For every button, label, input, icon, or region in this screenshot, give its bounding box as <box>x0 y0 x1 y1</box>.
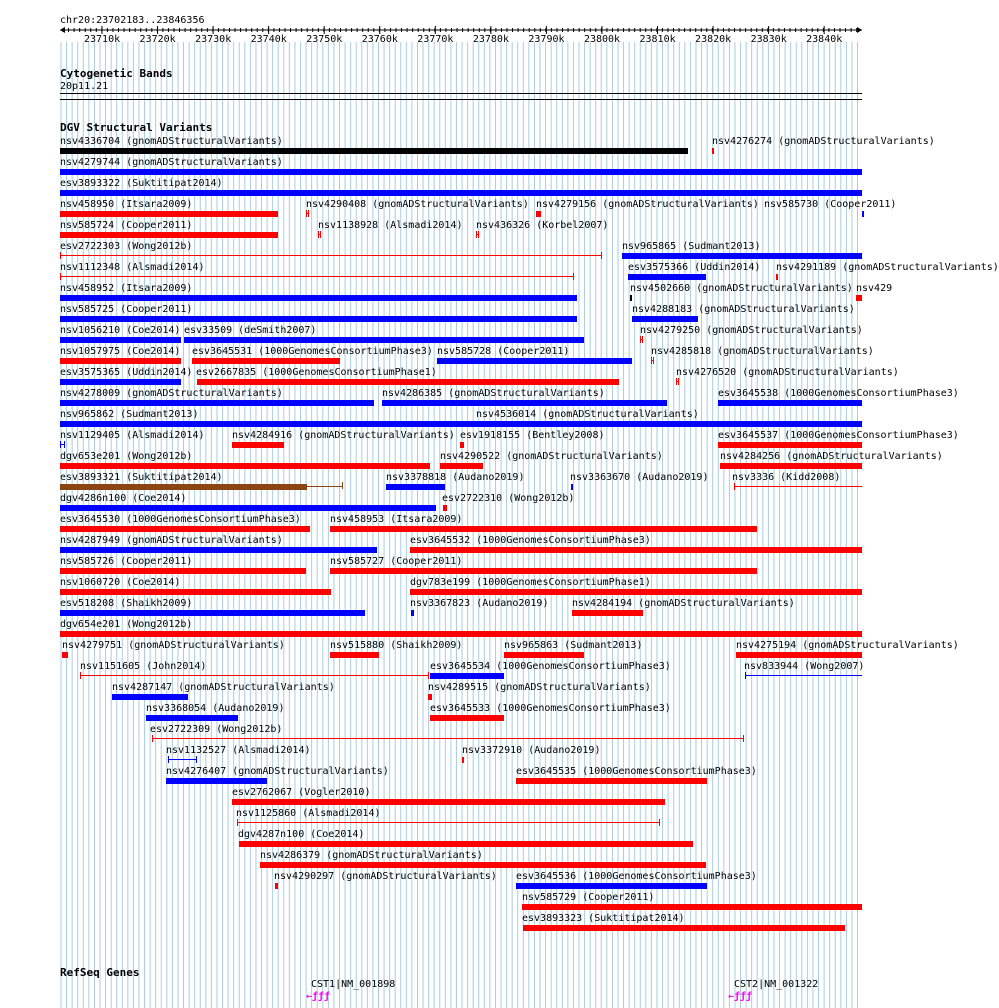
dgv-variant-label[interactable]: dgv783e199 (1000GenomesConsortiumPhase1) <box>410 577 651 588</box>
dgv-variant-label[interactable]: esv3645533 (1000GenomesConsortiumPhase3) <box>430 703 671 714</box>
dgv-variant-end-cap <box>743 735 744 742</box>
dgv-variant-bar[interactable] <box>60 337 181 343</box>
dgv-variant-end-cap <box>601 252 602 259</box>
dgv-variant-bar[interactable] <box>462 757 464 763</box>
dgv-variant-bar[interactable] <box>60 232 278 238</box>
ruler-tick-label: 23730k <box>195 34 232 45</box>
dgv-variant-bar[interactable] <box>410 547 862 553</box>
dgv-variant-bar[interactable] <box>306 213 308 214</box>
dgv-variant-bar[interactable] <box>651 360 653 361</box>
dgv-variant-bar[interactable] <box>736 652 862 658</box>
dgv-variant-label[interactable]: nsv4502660 (gnomADStructuralVariants) <box>630 283 853 294</box>
dgv-variant-bar[interactable] <box>516 883 707 889</box>
dgv-variant-bar[interactable] <box>60 484 307 490</box>
dgv-variant-bar[interactable] <box>112 694 188 700</box>
ruler-tick-label: 23740k <box>250 34 287 45</box>
dgv-variant-bar[interactable] <box>776 274 778 280</box>
dgv-variant-end-cap <box>320 231 321 238</box>
dgv-variant-bar[interactable] <box>640 339 642 340</box>
dgv-variant-label[interactable]: nsv1057975 (Coe2014) <box>60 346 181 357</box>
dgv-variant-label[interactable]: esv2667835 (1000GenomesConsortiumPhase1) <box>196 367 437 378</box>
dgv-variant-bar[interactable] <box>192 358 340 364</box>
dgv-variant-bar[interactable] <box>430 673 504 679</box>
dgv-variant-end-cap <box>678 378 679 385</box>
dgv-variant-bar[interactable] <box>476 234 478 235</box>
dgv-variant-label[interactable]: nsv4290297 (gnomADStructuralVariants) <box>274 871 497 882</box>
dgv-variant-label[interactable]: nsv4276407 (gnomADStructuralVariants) <box>166 766 389 777</box>
dgv-variant-bar[interactable] <box>428 694 432 700</box>
cytobands-track-title: Cytogenetic Bands <box>60 67 173 80</box>
dgv-variant-bar[interactable] <box>237 822 659 823</box>
dgv-variant-label[interactable]: esv33509 (deSmith2007) <box>184 325 317 336</box>
dgv-variant-label[interactable]: esv3645531 (1000GenomesConsortiumPhase3) <box>192 346 433 357</box>
dgv-variant-bar[interactable] <box>318 234 320 235</box>
dgv-variant-bar[interactable] <box>197 379 619 385</box>
dgv-variant-bar[interactable] <box>516 778 707 784</box>
dgv-variant-label[interactable]: nsv4289515 (gnomADStructuralVariants) <box>428 682 651 693</box>
refseq-track-title: RefSeq Genes <box>60 966 140 979</box>
dgv-track-title: DGV Structural Variants <box>60 121 213 134</box>
dgv-variant-label[interactable]: nsv4279744 (gnomADStructuralVariants) <box>60 157 283 168</box>
ruler-tick-label: 23830k <box>750 34 787 45</box>
dgv-variant-label[interactable]: nsv458952 (Itsara2009) <box>60 283 193 294</box>
dgv-variant-bar[interactable] <box>260 862 706 868</box>
dgv-variant-label[interactable]: esv2722309 (Wong2012b) <box>150 724 283 735</box>
dgv-variant-label[interactable]: nsv1112348 (Alsmadi2014) <box>60 262 205 273</box>
dgv-variant-bar[interactable] <box>386 484 445 490</box>
ruler-tick-label: 23710k <box>84 34 121 45</box>
dgv-variant-bar[interactable] <box>476 421 862 427</box>
dgv-variant-end-cap <box>653 357 654 364</box>
dgv-variant-bar[interactable] <box>275 883 278 889</box>
cytoband-track-line <box>60 93 862 94</box>
dgv-variant-bar[interactable] <box>60 568 306 574</box>
refseq-gene-label[interactable]: CST2|NM_001322 <box>734 979 819 990</box>
dgv-variant-bar[interactable] <box>60 547 377 553</box>
dgv-variant-whisker <box>307 486 342 487</box>
dgv-variant-bar[interactable] <box>330 526 757 532</box>
dgv-variant-bar[interactable] <box>430 715 504 721</box>
dgv-variant-bar[interactable] <box>60 505 436 511</box>
dgv-variant-label[interactable]: nsv4275194 (gnomADStructuralVariants) <box>736 640 959 651</box>
dgv-variant-label[interactable]: nsv1125860 (Alsmadi2014) <box>236 808 381 819</box>
dgv-variant-bar[interactable] <box>60 444 64 445</box>
dgv-variant-bar[interactable] <box>382 400 667 406</box>
dgv-variant-label[interactable]: nsv4288183 (gnomADStructuralVariants) <box>632 304 855 315</box>
dgv-variant-label[interactable]: nsv4284194 (gnomADStructuralVariants) <box>572 598 795 609</box>
dgv-variant-label[interactable]: nsv965865 (Sudmant2013) <box>622 241 761 252</box>
dgv-variant-bar[interactable] <box>443 505 447 511</box>
dgv-variant-label[interactable]: nsv965863 (Sudmant2013) <box>504 640 643 651</box>
dgv-variant-label[interactable]: nsv4291189 (gnomADStructuralVariants) <box>776 262 999 273</box>
dgv-variant-label[interactable]: nsv4279250 (gnomADStructuralVariants) <box>640 325 863 336</box>
dgv-variant-label[interactable]: nsv3368054 (Audano2019) <box>146 703 285 714</box>
dgv-variant-bar[interactable] <box>720 463 862 469</box>
dgv-variant-bar[interactable] <box>330 652 379 658</box>
dgv-variant-end-cap <box>64 441 65 448</box>
dgv-variant-bar[interactable] <box>60 463 430 469</box>
dgv-variant-label[interactable]: esv518208 (Shaikh2009) <box>60 598 193 609</box>
dgv-variant-bar[interactable] <box>60 379 181 385</box>
dgv-variant-label[interactable]: esv3645532 (1000GenomesConsortiumPhase3) <box>410 535 651 546</box>
dgv-variant-label[interactable]: dgv4286n100 (Coe2014) <box>60 493 187 504</box>
refseq-gene-label[interactable]: CST1|NM_001898 <box>311 979 396 990</box>
dgv-variant-bar[interactable] <box>522 904 862 910</box>
dgv-variant-bar[interactable] <box>60 255 601 256</box>
dgv-variant-bar[interactable] <box>718 442 862 448</box>
dgv-variant-label[interactable]: dgv654e201 (Wong2012b) <box>60 619 193 630</box>
dgv-variant-label[interactable]: esv3575365 (Uddin2014) <box>60 367 193 378</box>
dgv-variant-end-cap <box>573 273 574 280</box>
dgv-variant-label[interactable]: nsv585727 (Cooper2011) <box>330 556 463 567</box>
dgv-variant-bar[interactable] <box>712 148 714 154</box>
dgv-variant-bar[interactable] <box>460 442 464 448</box>
dgv-variant-bar[interactable] <box>62 652 68 658</box>
dgv-variant-label[interactable]: nsv4276520 (gnomADStructuralVariants) <box>676 367 899 378</box>
dgv-variant-label[interactable]: esv3893322 (Suktitipat2014) <box>60 178 223 189</box>
ruler-tick-label: 23840k <box>806 34 843 45</box>
dgv-variant-label[interactable]: nsv4279751 (gnomADStructuralVariants) <box>62 640 285 651</box>
dgv-variant-bar[interactable] <box>60 211 278 217</box>
dgv-variant-bar[interactable] <box>330 568 757 574</box>
dgv-variant-end-cap <box>642 336 643 343</box>
dgv-variant-bar[interactable] <box>60 400 374 406</box>
dgv-variant-end-cap <box>428 672 429 679</box>
dgv-variant-label[interactable]: esv3893321 (Suktitipat2014) <box>60 472 223 483</box>
dgv-variant-bar[interactable] <box>152 738 743 739</box>
ruler-tick-label: 23750k <box>306 34 343 45</box>
ruler-tick-label: 23800k <box>583 34 621 45</box>
dgv-variant-label[interactable]: nsv4278009 (gnomADStructuralVariants) <box>60 388 283 399</box>
dgv-variant-bar[interactable] <box>572 610 643 616</box>
dgv-variant-bar[interactable] <box>862 211 864 217</box>
dgv-variant-bar[interactable] <box>440 463 483 469</box>
dgv-variant-label[interactable]: nsv1060720 (Coe2014) <box>60 577 181 588</box>
dgv-variant-bar[interactable] <box>184 337 584 343</box>
refseq-gene-glyph[interactable]: ←ƒƒƒ <box>728 991 753 1002</box>
dgv-variant-label[interactable]: esv3645538 (1000GenomesConsortiumPhase3) <box>718 388 959 399</box>
dgv-variant-bar[interactable] <box>232 442 284 448</box>
dgv-variant-label[interactable]: nsv3336 (Kidd2008) <box>732 472 841 483</box>
dgv-variant-bar[interactable] <box>80 675 428 676</box>
dgv-variant-label[interactable]: esv2762067 (Vogler2010) <box>232 787 371 798</box>
dgv-variant-label[interactable]: esv2722310 (Wong2012b) <box>442 493 575 504</box>
dgv-variant-label[interactable]: nsv4336704 (gnomADStructuralVariants) <box>60 136 283 147</box>
dgv-variant-label[interactable]: esv3645536 (1000GenomesConsortiumPhase3) <box>516 871 757 882</box>
dgv-variant-bar[interactable] <box>232 799 665 805</box>
dgv-variant-label[interactable]: nsv833944 (Wong2007) <box>744 661 865 672</box>
dgv-variant-label[interactable]: nsv3363670 (Audano2019) <box>570 472 709 483</box>
dgv-variant-bar[interactable] <box>60 610 365 616</box>
dgv-variant-bar[interactable] <box>734 486 862 487</box>
cytoband-label[interactable]: 20p11.21 <box>60 81 109 92</box>
dgv-variant-label[interactable]: nsv4279156 (gnomADStructuralVariants) <box>536 199 759 210</box>
dgv-variant-label[interactable]: esv3645535 (1000GenomesConsortiumPhase3) <box>516 766 757 777</box>
dgv-variant-bar[interactable] <box>60 148 688 154</box>
dgv-variant-bar[interactable] <box>523 925 845 931</box>
dgv-variant-bar[interactable] <box>628 274 706 280</box>
dgv-variant-label[interactable]: nsv585729 (Cooper2011) <box>522 892 655 903</box>
cytoband-track-line-lower <box>60 99 862 100</box>
dgv-variant-label[interactable]: nsv1138928 (Alsmadi2014) <box>318 220 463 231</box>
dgv-variant-label[interactable]: esv3645537 (1000GenomesConsortiumPhase3) <box>718 430 959 441</box>
dgv-variant-bar[interactable] <box>146 715 238 721</box>
dgv-variant-bar[interactable] <box>60 358 181 364</box>
dgv-variant-label[interactable]: nsv585725 (Cooper2011) <box>60 304 193 315</box>
dgv-variant-bar[interactable] <box>60 589 331 595</box>
dgv-variant-label[interactable]: nsv4290522 (gnomADStructuralVariants) <box>440 451 663 462</box>
dgv-variant-bar[interactable] <box>60 316 577 322</box>
dgv-variant-label[interactable]: nsv458950 (Itsara2009) <box>60 199 193 210</box>
dgv-variant-label[interactable]: nsv4284916 (gnomADStructuralVariants) <box>232 430 455 441</box>
dgv-variant-bar[interactable] <box>60 631 862 637</box>
dgv-variant-bar[interactable] <box>622 253 862 259</box>
dgv-variant-bar[interactable] <box>60 169 862 175</box>
dgv-variant-label[interactable]: nsv4276274 (gnomADStructuralVariants) <box>712 136 935 147</box>
dgv-variant-bar[interactable] <box>718 400 862 406</box>
dgv-variant-bar[interactable] <box>571 484 573 490</box>
dgv-variant-label[interactable]: nsv4290408 (gnomADStructuralVariants) <box>306 199 529 210</box>
dgv-variant-bar[interactable] <box>166 778 267 784</box>
dgv-variant-label[interactable]: nsv4284256 (gnomADStructuralVariants) <box>720 451 943 462</box>
dgv-variant-label[interactable]: nsv4286379 (gnomADStructuralVariants) <box>260 850 483 861</box>
dgv-variant-end-cap <box>659 819 660 826</box>
dgv-variant-label[interactable]: nsv3372910 (Audano2019) <box>462 745 601 756</box>
dgv-variant-label[interactable]: nsv4285818 (gnomADStructuralVariants) <box>651 346 874 357</box>
dgv-variant-label[interactable]: nsv3378818 (Audano2019) <box>386 472 525 483</box>
dgv-variant-bar[interactable] <box>60 276 573 277</box>
dgv-variant-label[interactable]: nsv458953 (Itsara2009) <box>330 514 463 525</box>
dgv-variant-label[interactable]: nsv965862 (Sudmant2013) <box>60 409 199 420</box>
dgv-variant-label[interactable]: nsv436326 (Korbel2007) <box>476 220 609 231</box>
refseq-gene-glyph[interactable]: ←ƒƒƒ <box>306 991 331 1002</box>
dgv-variant-bar[interactable] <box>60 421 476 427</box>
dgv-variant-label[interactable]: nsv585724 (Cooper2011) <box>60 220 193 231</box>
ruler-tick-label: 23770k <box>417 34 454 45</box>
coordinate-readout: chr20:23702183..23846356 <box>60 15 205 26</box>
dgv-variant-bar[interactable] <box>239 841 693 847</box>
dgv-variant-bar[interactable] <box>60 190 862 196</box>
dgv-variant-label[interactable]: esv1918155 (Bentley2008) <box>460 430 605 441</box>
dgv-variant-bar[interactable] <box>60 526 310 532</box>
dgv-variant-bar[interactable] <box>411 610 414 616</box>
ruler-tick-label: 23810k <box>639 34 676 45</box>
dgv-variant-bar[interactable] <box>632 316 698 322</box>
dgv-variant-label[interactable]: nsv1056210 (Coe2014) <box>60 325 181 336</box>
dgv-variant-label[interactable]: dgv653e201 (Wong2012b) <box>60 451 193 462</box>
ruler-tick-label: 23760k <box>361 34 398 45</box>
dgv-variant-end-cap <box>478 231 479 238</box>
dgv-variant-bar[interactable] <box>745 675 862 676</box>
dgv-variant-label[interactable]: nsv4536014 (gnomADStructuralVariants) <box>476 409 699 420</box>
dgv-variant-end-cap <box>196 756 197 763</box>
dgv-variant-label[interactable]: esv2722303 (Wong2012b) <box>60 241 193 252</box>
dgv-variant-bar[interactable] <box>168 759 196 760</box>
dgv-variant-label[interactable]: esv3893323 (Suktitipat2014) <box>522 913 685 924</box>
dgv-variant-bar[interactable] <box>856 295 862 301</box>
ruler-tick-label: 23820k <box>695 34 732 45</box>
ruler-tick-label: 23780k <box>472 34 509 45</box>
dgv-variant-bar[interactable] <box>630 295 632 301</box>
ruler-tick-label: 23720k <box>139 34 176 45</box>
dgv-variant-label[interactable]: nsv4287147 (gnomADStructuralVariants) <box>112 682 335 693</box>
dgv-variant-end-cap <box>308 210 309 217</box>
dgv-variant-label[interactable]: nsv1151605 (John2014) <box>80 661 207 672</box>
dgv-variant-bar[interactable] <box>60 295 577 301</box>
dgv-variant-bar[interactable] <box>676 381 678 382</box>
dgv-variant-label[interactable]: nsv515880 (Shaikh2009) <box>330 640 463 651</box>
dgv-variant-bar[interactable] <box>410 589 862 595</box>
dgv-variant-bar[interactable] <box>536 211 541 217</box>
dgv-variant-label[interactable]: nsv4287949 (gnomADStructuralVariants) <box>60 535 283 546</box>
dgv-variant-label[interactable]: esv3645530 (1000GenomesConsortiumPhase3) <box>60 514 301 525</box>
dgv-variant-label[interactable]: nsv4286385 (gnomADStructuralVariants) <box>382 388 605 399</box>
dgv-variant-bar[interactable] <box>437 358 632 364</box>
dgv-variant-label[interactable]: nsv585730 (Cooper2011) <box>764 199 897 210</box>
dgv-variant-label[interactable]: esv3645534 (1000GenomesConsortiumPhase3) <box>430 661 671 672</box>
ruler-tick-label: 23790k <box>528 34 565 45</box>
dgv-variant-label[interactable]: nsv3367823 (Audano2019) <box>410 598 549 609</box>
dgv-variant-label[interactable]: nsv1132527 (Alsmadi2014) <box>166 745 311 756</box>
dgv-variant-label[interactable]: nsv585726 (Cooper2011) <box>60 556 193 567</box>
dgv-variant-whisker-cap <box>342 482 343 489</box>
dgv-variant-label[interactable]: dgv4287n100 (Coe2014) <box>238 829 365 840</box>
dgv-variant-label[interactable]: nsv1129405 (Alsmadi2014) <box>60 430 205 441</box>
dgv-variant-label[interactable]: nsv585728 (Cooper2011) <box>437 346 570 357</box>
dgv-variant-bar[interactable] <box>504 652 584 658</box>
dgv-variant-label[interactable]: esv3575366 (Uddin2014) <box>628 262 761 273</box>
dgv-variant-label[interactable]: nsv429 <box>856 283 893 294</box>
